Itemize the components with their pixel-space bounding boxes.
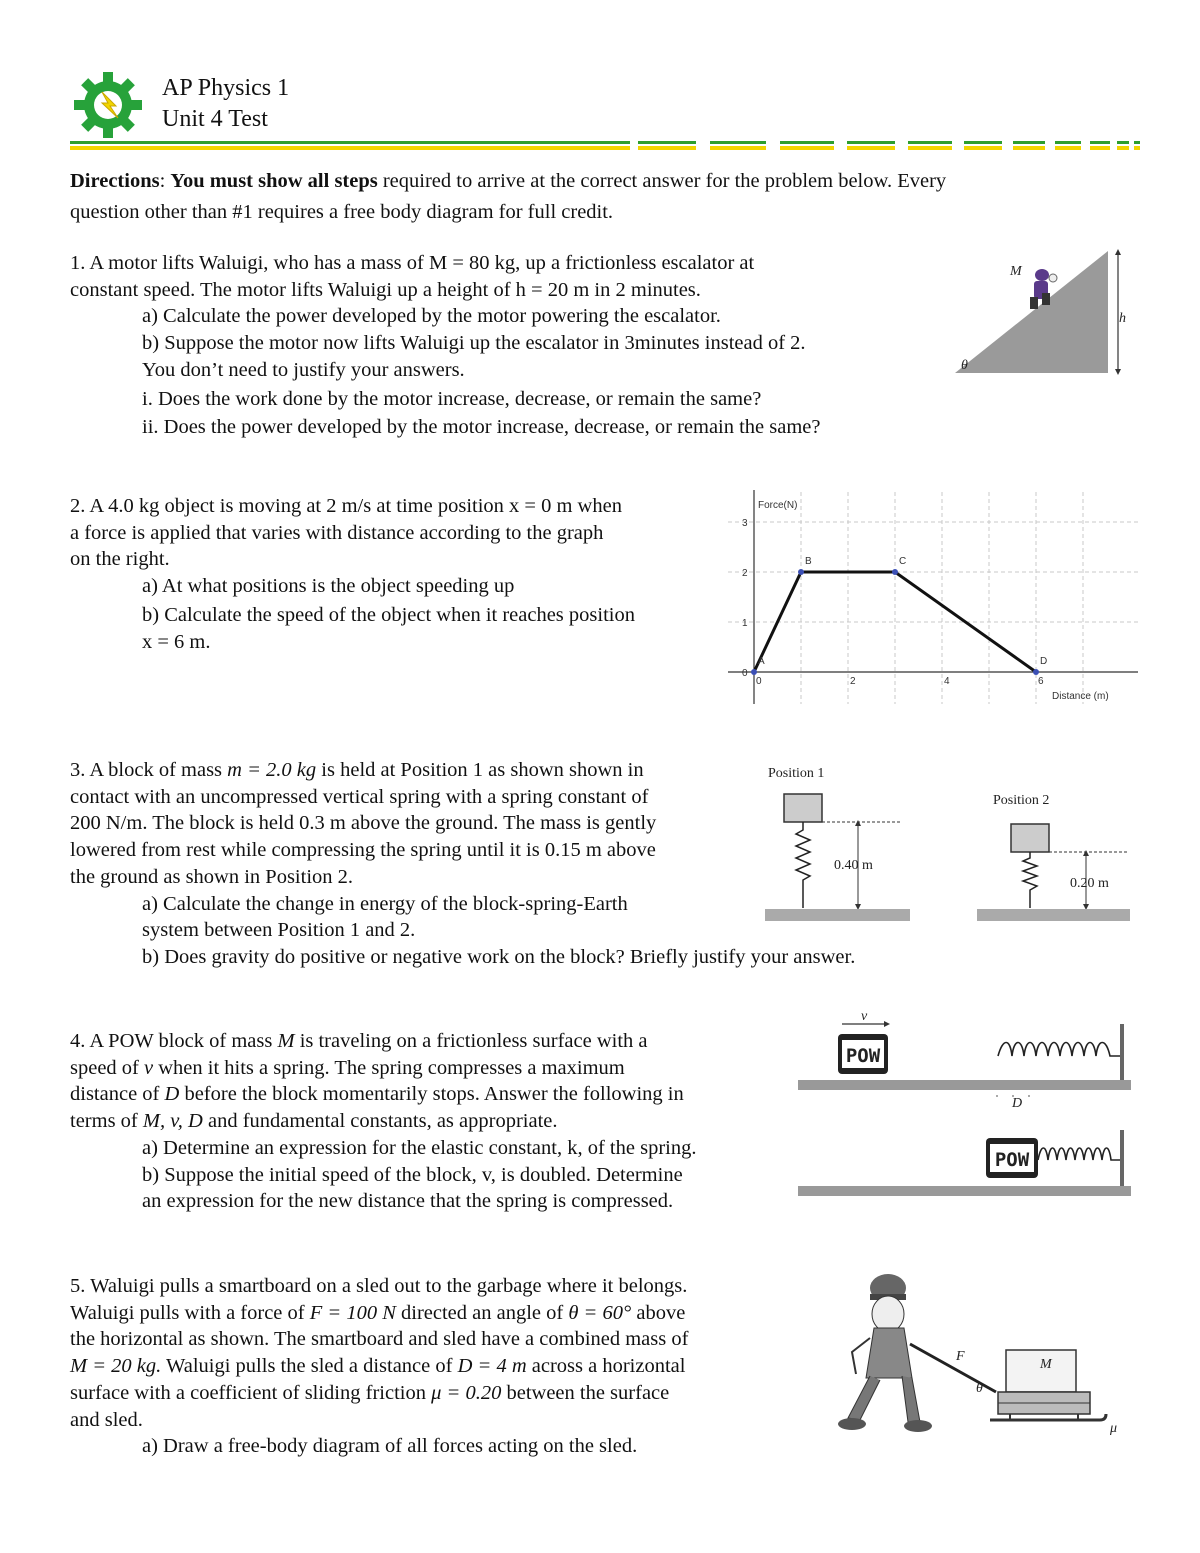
point-label: C	[899, 556, 907, 567]
height-1-label: 0.40 m	[834, 858, 873, 873]
q3-line-1	[70, 757, 855, 784]
y-tick-label: 1	[742, 618, 748, 629]
gear-logo-icon	[72, 70, 144, 140]
q1-height-label: h	[1119, 311, 1126, 326]
q2-part-a: a) At what positions is the object speeding up	[142, 575, 515, 598]
q4-line-1	[70, 1028, 696, 1055]
q3-spring-figure	[760, 758, 1140, 928]
question-4	[70, 1028, 696, 1215]
q3-line-1-pre: 3. A block of mass	[70, 759, 223, 781]
q4-part-a: a) Determine an expression for the elastic constant, k, of the spring.	[142, 1136, 697, 1159]
spring-bottom	[1038, 1148, 1120, 1160]
position-2-label: Position 2	[993, 793, 1050, 808]
q5-line-4-mid: Waluigi pulls the sled a distance of	[166, 1355, 453, 1378]
q5-line-5	[70, 1380, 688, 1407]
pow-text-bottom: POW	[994, 1149, 1030, 1171]
q3-line-3: 200 N/m. The block is held 0.3 m above the ground. The mass is gently	[70, 812, 657, 835]
y-tick-label: 3	[742, 518, 748, 529]
ground-position-1	[765, 909, 910, 921]
q4-line-1-post: is traveling on a frictionless surface with a	[299, 1030, 648, 1052]
q4-line-2-pre: speed of	[70, 1056, 139, 1079]
q1-line-1: 1. A motor lifts Waluigi, who has a mass of M = 80 kg, up a frictionless escalator at	[70, 252, 755, 274]
q1-part-b: b) Suppose the motor now lifts Waluigi up the escalator in 3minutes instead of 2.	[142, 332, 806, 355]
q4-vars: M, v, D	[142, 1110, 203, 1133]
course-title: AP Physics 1	[162, 75, 290, 101]
q3-line-1-post: is held at Position 1 as shown shown in	[321, 759, 644, 781]
q5-line-5-post: between the surface	[506, 1381, 670, 1404]
q5-line-1: 5. Waluigi pulls a smartboard on a sled out to the garbage where it belongs.	[70, 1275, 688, 1297]
velocity-label: v	[861, 1010, 868, 1024]
y-tick-label: 0	[742, 668, 748, 679]
q5-line-4	[70, 1353, 688, 1380]
question-1	[70, 250, 821, 441]
q5-line-2-post: above	[636, 1301, 686, 1324]
q4-line-4	[70, 1108, 696, 1135]
q4-line-1-pre: 4. A POW block of mass	[70, 1030, 273, 1052]
q2-line-1: 2. A 4.0 kg object is moving at 2 m/s at time position x = 0 m when	[70, 495, 622, 517]
waluigi-puller-icon	[838, 1274, 932, 1432]
q1-part-i: i. Does the work done by the motor increase, decrease, or remain the same?	[142, 387, 762, 410]
q1-mass-label: M	[1010, 264, 1022, 279]
q4-part-b: b) Suppose the initial speed of the block, v, is doubled. Determine	[142, 1163, 683, 1186]
q4-pow-spring-figure	[798, 1010, 1138, 1200]
x-axis-label: Distance (m)	[1052, 691, 1109, 702]
q4-var-d: D	[164, 1083, 180, 1106]
q5-distance-expr: D = 4 m	[457, 1355, 527, 1378]
block-position-2	[1011, 824, 1049, 852]
point-label: A	[758, 656, 765, 667]
point-label: B	[805, 556, 812, 567]
q4-line-3	[70, 1081, 696, 1108]
header-logo	[72, 70, 144, 140]
question-3	[70, 757, 855, 971]
sled-runner	[990, 1414, 1106, 1420]
q4-var-m: M	[277, 1030, 295, 1052]
position-1-label: Position 1	[768, 766, 825, 781]
header-divider	[70, 140, 1140, 152]
directions-text-1: required to arrive at the correct answer for the problem below. Every	[382, 170, 947, 192]
y-axis-label: Force(N)	[758, 500, 798, 511]
spring-top	[998, 1043, 1120, 1057]
q5-line-2-mid: directed an angle of	[401, 1301, 564, 1324]
force-label: F	[956, 1349, 965, 1364]
mass-label: M	[1040, 1357, 1052, 1372]
q5-angle-expr: θ = 60°	[568, 1301, 632, 1324]
unit-title: Unit 4 Test	[162, 106, 268, 132]
directions-label: Directions	[70, 170, 160, 192]
q5-mass-expr: M = 20 kg.	[70, 1355, 162, 1378]
q4-line-2	[70, 1055, 696, 1082]
q5-friction-expr: μ = 0.20	[431, 1381, 502, 1404]
q1-part-ii: ii. Does the power developed by the motor increase, decrease, or remain the same?	[142, 416, 821, 439]
spring-position-2	[1023, 852, 1037, 908]
surface-top	[798, 1080, 1131, 1090]
directions-bold: You must show all steps	[170, 170, 378, 192]
data-point	[1033, 669, 1039, 675]
directions-line-1: Directions: You must show all steps required to arrive at the correct answer for the problem below. Every	[70, 170, 947, 192]
q4-var-v: v	[144, 1056, 154, 1079]
q1-line-2: constant speed. The motor lifts Waluigi up a height of h = 20 m in 2 minutes.	[70, 278, 701, 301]
q4-line-2-post: when it hits a spring. The spring compresses a maximum	[158, 1056, 625, 1079]
q3-part-a: a) Calculate the change in energy of the block-spring-Earth	[142, 892, 628, 915]
q4-part-b-cont: an expression for the new distance that the spring is compressed.	[142, 1190, 674, 1213]
q4-line-4-post: and fundamental constants, as appropriate.	[207, 1110, 558, 1133]
q3-line-2: contact with an uncompressed vertical spring with a spring constant of	[70, 785, 649, 808]
pow-text-top: POW	[845, 1045, 881, 1067]
y-tick-label: 2	[742, 568, 748, 579]
q5-line-4-post: across a horizontal	[531, 1355, 686, 1378]
q5-line-6: and sled.	[70, 1408, 143, 1431]
q1-part-a: a) Calculate the power developed by the motor powering the escalator.	[142, 305, 721, 328]
surface-bottom	[798, 1186, 1131, 1196]
q1-angle-label: θ	[961, 358, 968, 373]
data-point	[892, 569, 898, 575]
pull-rope	[910, 1344, 996, 1392]
force-distance-chart	[728, 488, 1140, 708]
q2-part-b: b) Calculate the speed of the object when it reaches position	[142, 603, 635, 626]
q3-part-b: b) Does gravity do positive or negative work on the block? Briefly justify your answer.	[142, 945, 856, 968]
q3-line-5: the ground as shown in Position 2.	[70, 865, 354, 888]
data-point	[751, 669, 757, 675]
q5-line-2	[70, 1300, 688, 1327]
q3-part-a-cont: system between Position 1 and 2.	[142, 919, 416, 942]
spring-position-1	[796, 822, 810, 908]
directions-line-2: question other than #1 requires a free body diagram for full credit.	[70, 201, 614, 223]
x-tick-label: 0	[756, 676, 762, 687]
q5-line-3: the horizontal as shown. The smartboard and sled have a combined mass of	[70, 1328, 689, 1351]
q2-part-b-cont: x = 6 m.	[142, 630, 211, 653]
data-point	[798, 569, 804, 575]
q1-part-b-note: You don’t need to justify your answers.	[142, 358, 465, 381]
x-tick-label: 2	[850, 676, 856, 687]
q4-line-3-pre: distance of	[70, 1083, 160, 1106]
x-tick-label: 6	[1038, 676, 1044, 687]
theta-label: θ	[976, 1381, 983, 1396]
q1-escalator-figure	[950, 245, 1140, 380]
compression-label: D	[1012, 1096, 1023, 1111]
q2-line-3: on the right.	[70, 548, 170, 571]
q5-line-2-pre: Waluigi pulls with a force of	[70, 1301, 305, 1324]
question-2	[70, 493, 635, 655]
q4-line-4-pre: terms of	[70, 1110, 138, 1133]
height-2-label: 0.20 m	[1070, 876, 1109, 891]
q5-force-expr: F = 100 N	[309, 1301, 396, 1324]
q5-sled-figure	[830, 1268, 1140, 1443]
q4-line-3-post: before the block momentarily stops. Answer the following in	[184, 1083, 684, 1106]
q3-line-4: lowered from rest while compressing the spring until it is 0.15 m above	[70, 839, 656, 862]
q5-line-5-pre: surface with a coefficient of sliding friction	[70, 1381, 426, 1404]
mu-label: μ	[1110, 1421, 1118, 1436]
q2-line-2: a force is applied that varies with distance according to the graph	[70, 521, 604, 544]
ground-position-2	[977, 909, 1130, 921]
q5-part-a: a) Draw a free-body diagram of all forces acting on the sled.	[142, 1435, 638, 1458]
question-5	[70, 1273, 688, 1460]
x-tick-label: 4	[944, 676, 950, 687]
block-position-1	[784, 794, 822, 822]
q3-mass-expr: m = 2.0 kg	[227, 759, 317, 781]
point-label: D	[1040, 656, 1048, 667]
